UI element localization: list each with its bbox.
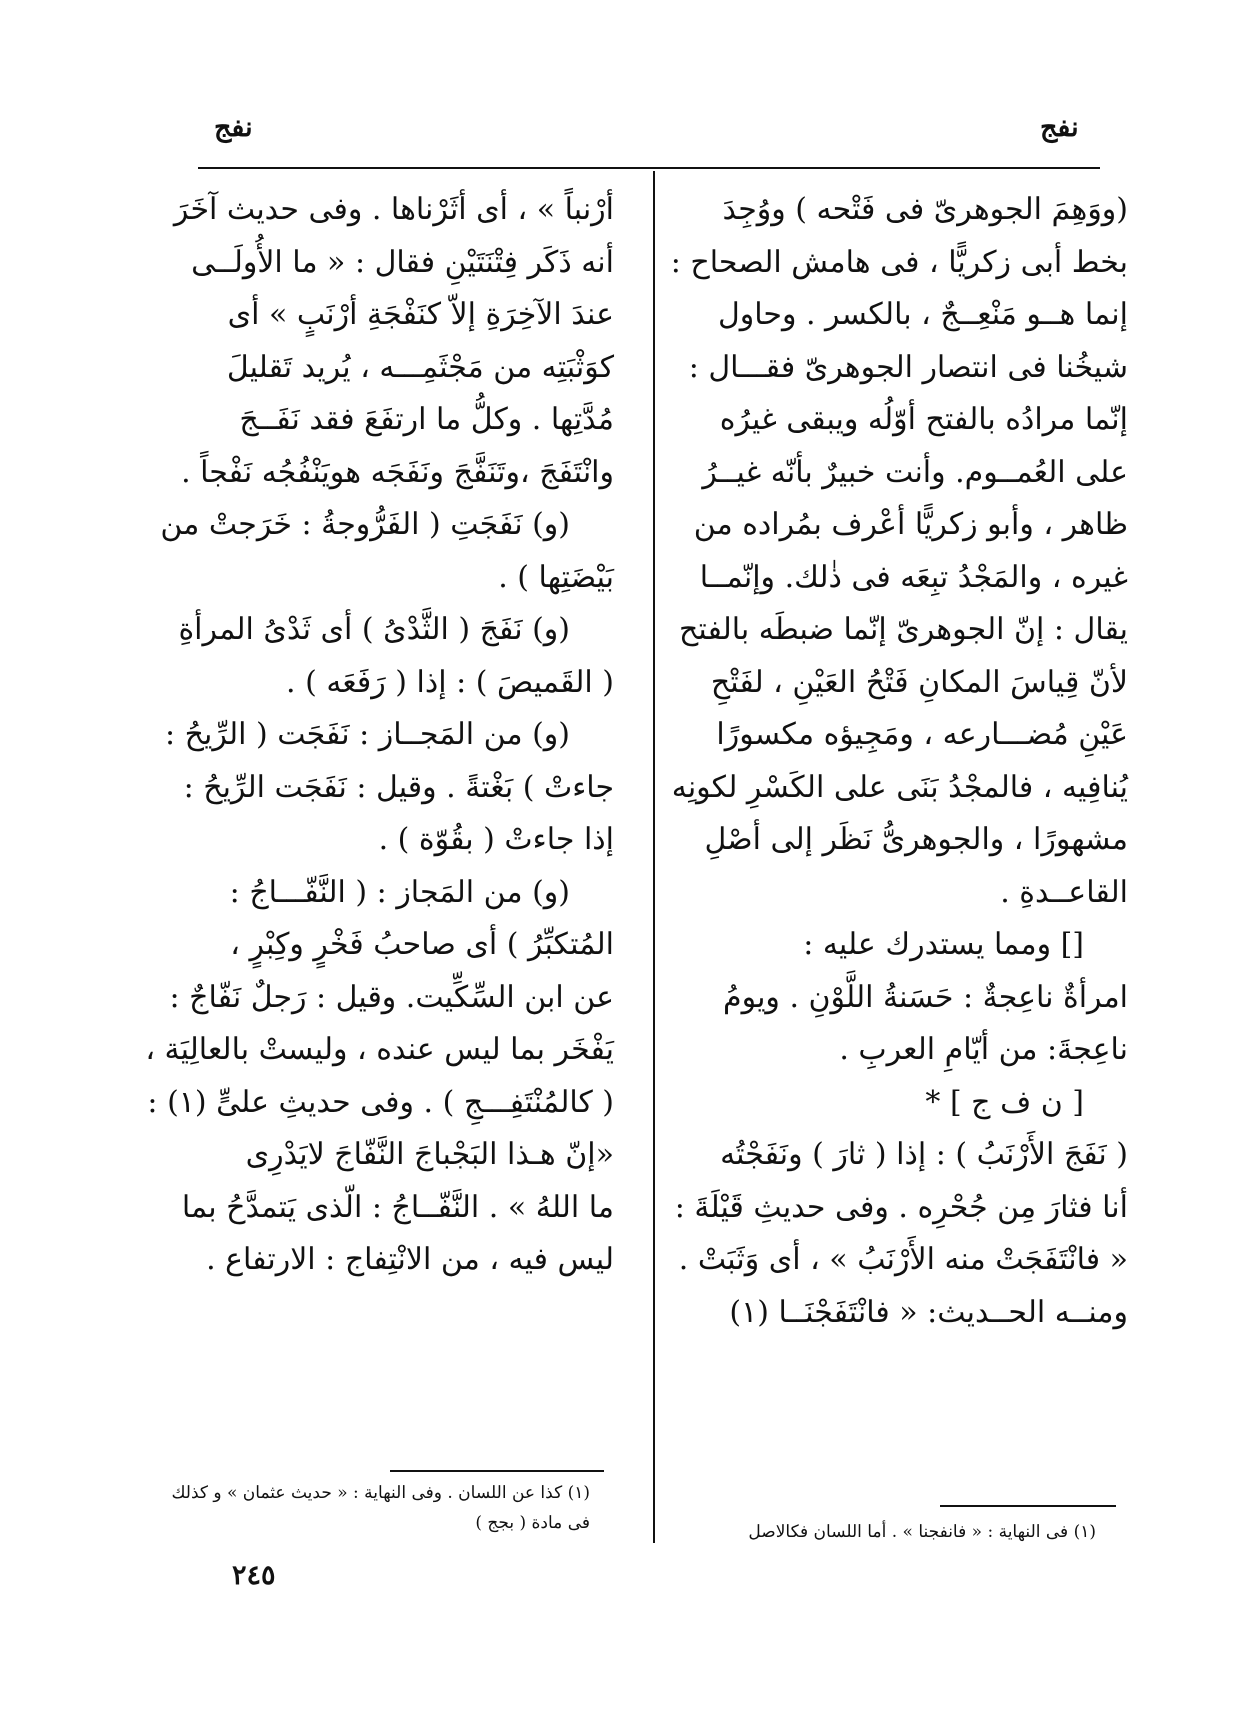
footnote-rule-left bbox=[390, 1470, 604, 1472]
text-line: امرأةٌ ناعِجةٌ : حَسَنةُ اللَّوْنِ . ويومُ bbox=[723, 979, 1128, 1015]
footnote-rule-right bbox=[940, 1505, 1116, 1507]
text-line: (و) من المَجاز : ( النَّفّـــاجُ : bbox=[229, 874, 570, 910]
text-line: عندَ الآخِرَةِ إلاّ كنَفْجَةِ أرْنَبٍ » أى bbox=[227, 297, 614, 332]
header-rule bbox=[198, 167, 1100, 169]
text-line: ( نَفَجَ الأَرْنَبُ ) : إذا ( ثارَ ) ونَفَجْتُه bbox=[720, 1137, 1128, 1172]
text-line: يُنافِيه ، فالمجْدُ بَنَى على الكَسْرِ لكونِه bbox=[671, 769, 1128, 805]
text-line: (و) من المَجــاز : نَفَجَت ( الرِّيحُ : bbox=[165, 717, 570, 752]
footnote-left-line1: (١) كذا عن اللسان . وفى النهاية : « حديث عثمان » و كذلك bbox=[171, 1483, 590, 1503]
text-line: [] ومما يستدرك عليه : bbox=[803, 927, 1084, 962]
text-line: «إنّ هـذا البَجْباجَ النَّفّاجَ لايَدْرِى bbox=[245, 1137, 614, 1172]
text-line: وانْتَفَجَ ،وتَنَفَّجَ ونَفَجَه هويَنْفُجُه نَفْجاً . bbox=[181, 454, 614, 490]
column-divider bbox=[653, 171, 655, 1543]
text-line: كوَثْبَتِه من مَجْثَمِـــه ، يُريد تَقليلَ bbox=[226, 349, 614, 385]
text-line: القاعــدةِ . bbox=[1000, 874, 1128, 910]
text-line: عَيْنِ مُضـــارعه ، ومَجِيؤه مكسورًا bbox=[716, 717, 1128, 752]
text-line: غيره ، والمَجْدُ تبِعَه فى ذٰلك. وإنّمــا bbox=[699, 559, 1128, 595]
left-column bbox=[145, 184, 614, 1287]
text-line: إذا جاءتْ ( بقُوّة ) . bbox=[378, 822, 614, 857]
running-header-left: نفج bbox=[214, 112, 253, 143]
text-line: ومنــه الحــديث: « فانْتَفَجْنَــا (١) bbox=[729, 1294, 1128, 1330]
text-line: مُدَّتِها . وكلُّ ما ارتفَعَ فقد نَفَــجَ bbox=[239, 402, 614, 437]
text-line: مشهورًا ، والجوهرىُّ نَظَر إلى أصْلِ bbox=[704, 822, 1128, 857]
text-line: إنما هــو مَنْعِــجٌ ، بالكسر . وحاول bbox=[717, 297, 1128, 332]
footnote-left-line2: فى مادة ( بجج ) bbox=[475, 1513, 590, 1533]
text-line: (ووَهِمَ الجوهرىّ فى فَتْحه ) ووُجِدَ bbox=[722, 192, 1128, 227]
text-line: عن ابن السِّكِّيت. وقيل : رَجلٌ نَفّاجٌ : bbox=[169, 979, 614, 1015]
text-line: ما اللهُ » . النَّفّــاجُ : الّذى يَتمدَّحُ بما bbox=[181, 1189, 614, 1225]
text-line: على العُمــوم. وأنت خبيرٌ بأنّه غيــرُ bbox=[702, 454, 1128, 490]
text-line: أنه ذَكَر فِتْنَتَيْنِ فقال : « ما الأُولَــى bbox=[191, 244, 614, 280]
footnote-left bbox=[150, 1478, 590, 1538]
text-line: المُتكبِّرُ ) أى صاحبُ فَخْرٍ وكِبْرٍ ، bbox=[230, 927, 614, 962]
text-line: بخط أبى زكريًّا ، فى هامش الصحاح : bbox=[670, 244, 1128, 280]
right-column bbox=[670, 184, 1128, 1339]
text-line: « فانْتَفَجَتْ منه الأَرْنَبُ » ، أى وَثَبَتْ . bbox=[678, 1242, 1128, 1277]
footnote-right: (١) فى النهاية : « فانفجنا » . أما اللسان فكالاصل bbox=[748, 1522, 1096, 1542]
text-line: يَفْخَر بما ليس عنده ، وليستْ بالعالِيَة ، bbox=[145, 1032, 614, 1067]
text-line: ظاهر ، وأبو زكريًّا أعْرف بمُراده من bbox=[693, 507, 1128, 542]
text-line: ناعِجةَ: من أيّامِ العربِ . bbox=[839, 1032, 1128, 1067]
text-line: لأنّ قِياسَ المكانِ فَتْحُ العَيْنِ ، لفَتْحِ bbox=[710, 664, 1128, 700]
text-line: أنا فثارَ مِن جُحْرِه . وفى حديثِ قَيْلَةَ : bbox=[674, 1189, 1128, 1225]
text-line: ( كالمُنْتَفِـــجِ ) . وفى حديثِ علىٍّ (١) : bbox=[147, 1084, 614, 1120]
text-line: إنّما مرادُه بالفتح أوّلُه ويبقى غيرُه bbox=[719, 402, 1128, 437]
text-line: (و) نَفَجَ ( الثَّدْىُ ) أى ثَدْىُ المرأةِ bbox=[178, 612, 570, 647]
text-line: ليس فيه ، من الانْتِفاج : الارتفاع . bbox=[206, 1242, 614, 1277]
text-line: جاءتْ ) بَغْتةً . وقيل : نَفَجَت الرِّيحُ : bbox=[183, 769, 614, 805]
text-line: (و) نَفَجَتِ ( الفَرُّوجةُ : خَرَجتْ من bbox=[160, 507, 570, 542]
text-line: بَيْضَتِها ) . bbox=[498, 559, 614, 595]
running-header-right: نفج bbox=[1040, 112, 1079, 143]
text-line: ( القَميصَ ) : إذا ( رَفَعَه ) . bbox=[286, 664, 614, 700]
page-number: ٢٤٥ bbox=[232, 1560, 276, 1591]
text-line: يقال : إنّ الجوهرىّ إنّما ضبطَه بالفتح bbox=[679, 612, 1128, 647]
text-line: [ ن ف ج ] * bbox=[925, 1084, 1084, 1120]
text-line: شيخُنا فى انتصار الجوهرىّ فقـــال : bbox=[688, 349, 1128, 385]
text-line: أرْنباً » ، أى أثَرْناها . وفى حديث آخَرَ bbox=[173, 192, 614, 227]
